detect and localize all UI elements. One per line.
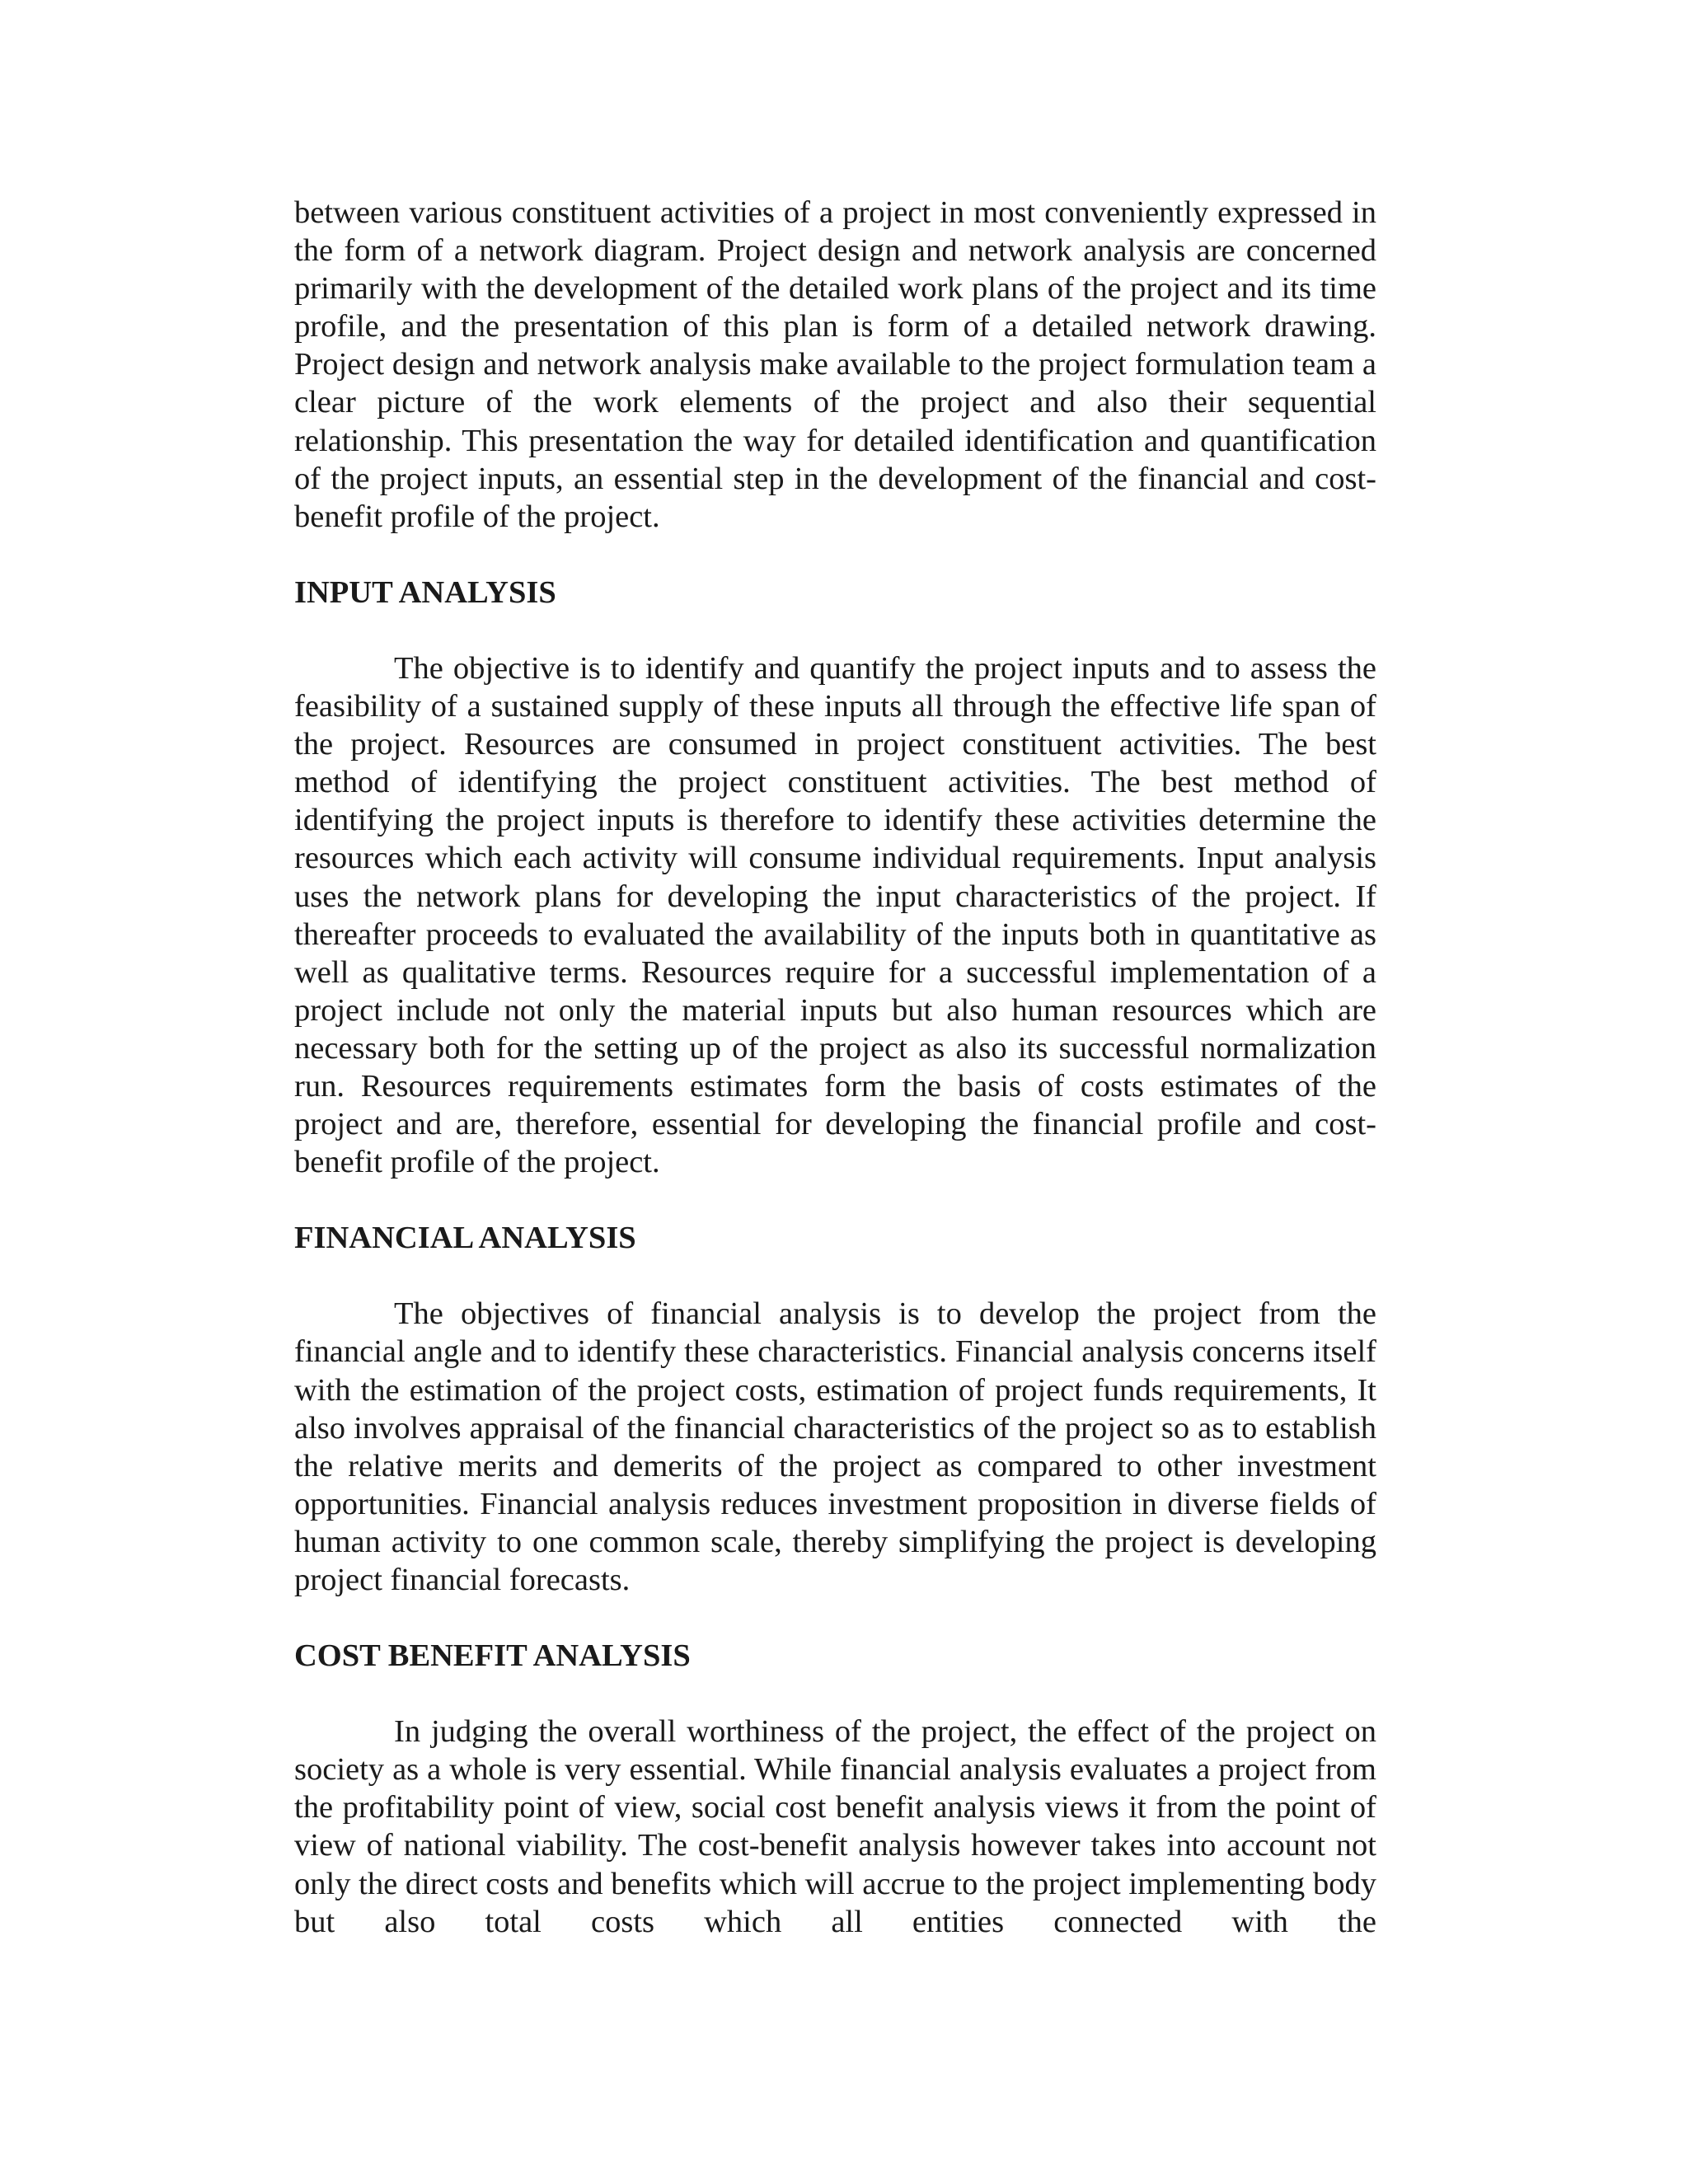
paragraph-cost-benefit-analysis: In judging the overall worthiness of the project, the effect of the project on society as a whole is very essential. While financial analysis evaluates a project from the profitability point of view, social cost benefit analysis views it from the point of view of national viability. The cost-benefit analysis however takes into account not only the direct costs and benefits which will accrue to the project implementing body but also total costs which all entities connected with the (294, 1714, 1376, 1939)
paragraph-input-analysis: The objective is to identify and quantify the project inputs and to assess the feasibility of a sustained supply of these inputs all through the effective life span of the project. Resources are consumed in project constituent activities. The best method of identifying the project constituent activities. The best method of identifying the project inputs is therefore to identify these activities determine the resources which each activity will consume individual requirements. Input analysis uses the network plans for developing the input characteristics of the project. If thereafter proceeds to evaluated the availability of the inputs both in quantitative as well as qualitative terms. Resources require for a successful implementation of a project include not only the material inputs but also human resources which are necessary both for the setting up of the project as also its successful normalization run. Resources requirements estimates form the basis of costs estimates of the project and are, therefore, essential for developing the financial profile and cost-benefit profile of the project. (294, 650, 1376, 1180)
paragraph-financial-analysis: The objectives of financial analysis is to develop the project from the financial angle and to identify these characteristics. Financial analysis concerns itself with the estimation of the project costs, estimation of project funds requirements, It also involves appraisal of the financial characteristics of the project so as to establish the relative merits and demerits of the project as compared to other investment opportunities. Financial analysis reduces investment proposition in diverse fields of human activity to one common scale, thereby simplifying the project is developing project financial forecasts. (294, 1296, 1376, 1597)
heading-financial-analysis: FINANCIAL ANALYSIS (294, 1221, 636, 1256)
heading-input-analysis: INPUT ANALYSIS (294, 574, 556, 610)
intro-paragraph: between various constituent activities of a project in most conveniently expressed in the form of a network diagram. Project design and network analysis are concerned primarily with the development of the detailed work plans of the project and its time profile, and the presentation of this plan is form of a detailed network drawing. Project design and network analysis make available to the project formulation team a clear picture of the work elements of the project and also their sequential relationship. This presentation the way for detailed identification and quantification of the project inputs, an essential step in the development of the financial and cost-benefit profile of the project. (294, 195, 1376, 534)
document-page (294, 194, 1376, 1941)
heading-cost-benefit-analysis: COST BENEFIT ANALYSIS (294, 1638, 691, 1674)
